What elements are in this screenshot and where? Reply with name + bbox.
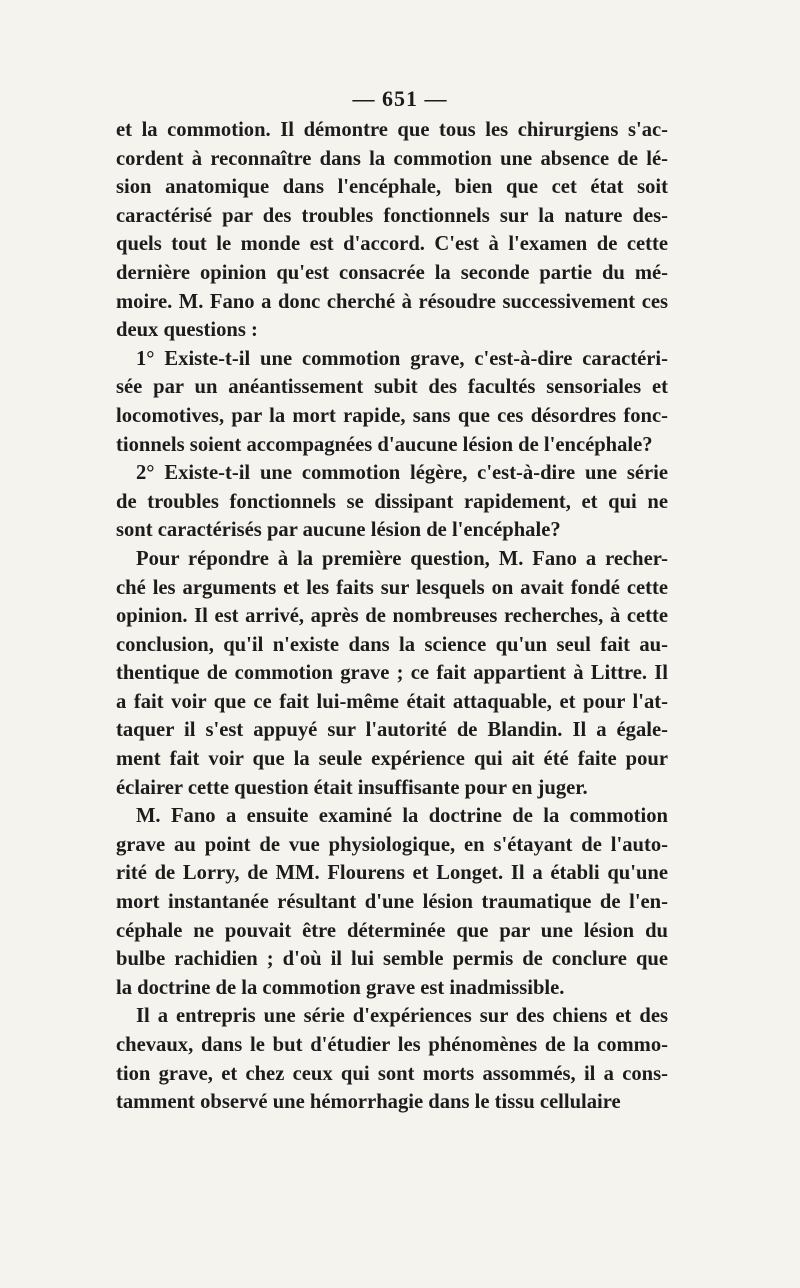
text-line: Il a entrepris une série d'expériences sur des chiens et des [136, 1005, 668, 1028]
text-line: M. Fano a ensuite examiné la doctrine de la commotion [136, 805, 668, 828]
text-line: et la commotion. Il démontre que tous les chirurgiens s'ac- [116, 119, 668, 141]
paragraph [116, 459, 668, 545]
text-line: rité de Lorry, de MM. Flourens et Longet. Il a établi qu'une [116, 862, 668, 885]
text-line: éclairer cette question était insuffisante pour en juger. [116, 776, 588, 799]
text-line: sée par un anéantissement subit des facultés sensoriales et [116, 376, 668, 399]
text-line: chevaux, dans le but d'étudier les phénomènes de la commo- [116, 1034, 668, 1056]
text-line: ment fait voir que la seule expérience qui ait été faite pour [116, 748, 668, 771]
text-line: tionnels soient accompagnées d'aucune lésion de l'encéphale? [116, 433, 653, 456]
text-line: céphale ne pouvait être déterminée que par une lésion du [116, 919, 668, 942]
text-line: ché les arguments et les faits sur lesquels on avait fondé cette [116, 576, 668, 599]
paragraph [116, 1002, 668, 1116]
text-line: bulbe rachidien ; d'où il lui semble permis de conclure que [116, 948, 668, 971]
text-line: sont caractérisés par aucune lésion de l'encéphale? [116, 519, 561, 542]
text-line: sion anatomique dans l'encéphale, bien que cet état soit [116, 176, 668, 199]
text-line: conclusion, qu'il n'existe dans la science qu'un seul fait au- [116, 633, 668, 656]
text-line: moire. M. Fano a donc cherché à résoudre successivement ces [116, 290, 668, 313]
text-line: thentique de commotion grave ; ce fait appartient à Littre. Il [116, 662, 668, 685]
text-line: mort instantanée résultant d'une lésion traumatique de l'en- [116, 891, 668, 914]
text-line: taquer il s'est appuyé sur l'autorité de Blandin. Il a égale- [116, 719, 668, 742]
text-line: 1° Existe-t-il une commotion grave, c'est-à-dire caractéri- [136, 347, 668, 370]
body-text [116, 116, 668, 1117]
text-line: tion grave, et chez ceux qui sont morts assommés, il a cons- [116, 1062, 668, 1085]
text-line: locomotives, par la mort rapide, sans que ces désordres fonc- [116, 404, 668, 427]
text-line: cordent à reconnaître dans la commotion une absence de lé- [116, 147, 668, 170]
text-line: de troubles fonctionnels se dissipant rapidement, et qui ne [116, 490, 668, 513]
paragraph [116, 345, 668, 459]
paragraph [116, 802, 668, 1002]
text-line: 2° Existe-t-il une commotion légère, c'est-à-dire une série [136, 462, 668, 485]
paragraph [116, 545, 668, 802]
text-line: caractérisé par des troubles fonctionnels sur la nature des- [116, 204, 668, 227]
text-line: Pour répondre à la première question, M. Fano a recher- [136, 547, 668, 570]
text-line: tamment observé une hémorrhagie dans le tissu cellulaire [116, 1091, 621, 1114]
text-line: la doctrine de la commotion grave est inadmissible. [116, 976, 565, 999]
text-line: opinion. Il est arrivé, après de nombreuses recherches, à cette [116, 605, 668, 628]
text-line: grave au point de vue physiologique, en s'étayant de l'auto- [116, 833, 668, 856]
text-line: dernière opinion qu'est consacrée la seconde partie du mé- [116, 261, 668, 284]
text-line: quels tout le monde est d'accord. C'est à l'examen de cette [116, 233, 668, 256]
text-line: a fait voir que ce fait lui-même était attaquable, et pour l'at- [116, 690, 668, 713]
paragraph [116, 116, 668, 345]
text-line: deux questions : [116, 319, 258, 342]
page-number: — 651 — [352, 86, 448, 111]
